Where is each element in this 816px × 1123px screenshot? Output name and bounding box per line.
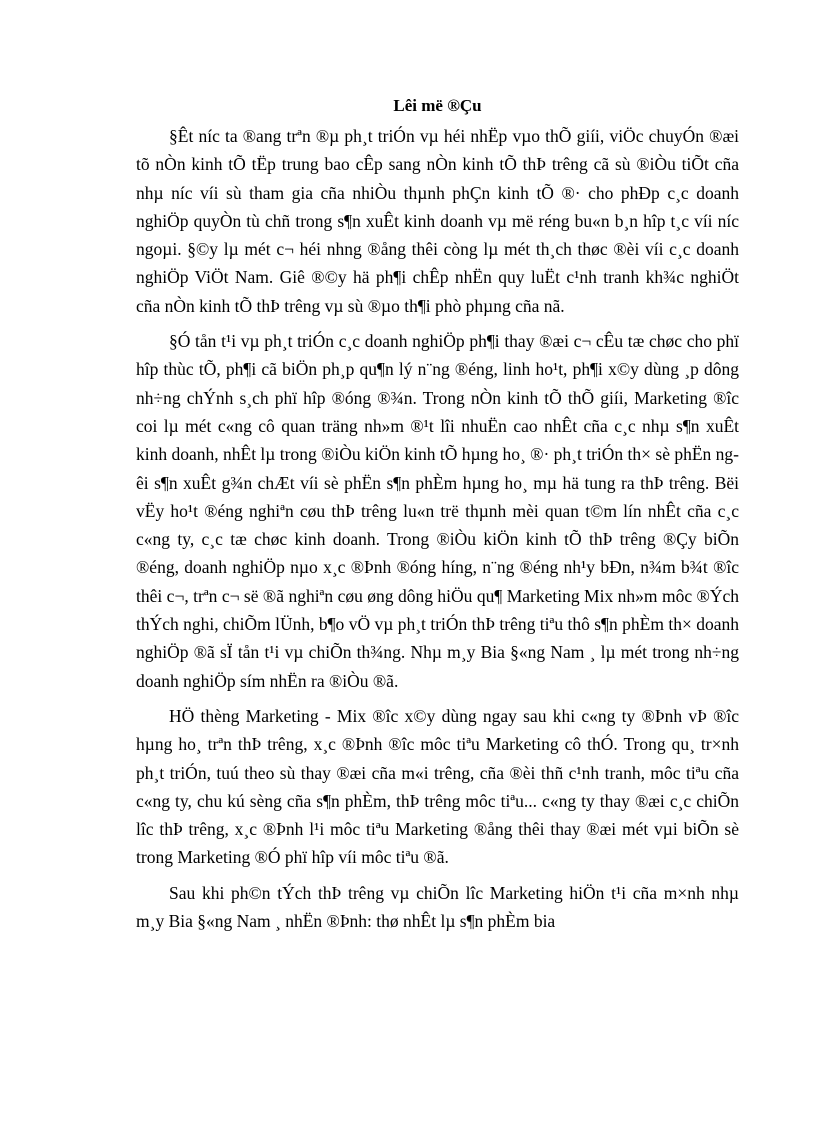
document-title: Lêi më ®Çu xyxy=(393,96,482,115)
paragraph-4: Sau khi ph©n tÝch thÞ trêng vµ chiÕn lîc Marketing hiÖn t¹i cña m×nh nhµ m¸y Bia §«ng Nam ¸ nhËn ®Þnh: thø nhÊt lµ s¶n phÈm bia xyxy=(136,882,739,932)
paragraph-1: §Êt níc ta ®ang trªn ®µ ph¸t triÓn vµ héi nhËp vµo thÕ giíi, viÖc chuyÓn ®æi tõ nÒn kinh tÕ tËp trung bao cÊp sang nÒn kinh tÕ thÞ trêng cã sù ®iÒu tiÕt cña nhµ níc víi sù tham gia cña nhiÒu thµnh phÇn kinh tÕ ®· cho phÐp c¸c doanh nghiÖp quyÒn tù chñ trong s¶n xuÊt kinh doanh vµ më réng bu«n b¸n hîp t¸c víi níc ngoµi. §©y lµ mét c¬ héi nhng ®ång thêi còng lµ mét th¸ch thøc ®èi víi c¸c doanh nghiÖp ViÖt Nam. Giê ®©y hä ph¶i chÊp nhËn quy luËt c¹nh tranh kh¾c nghiÖt cña nÒn kinh tÕ thÞ trêng vµ sù ®µo th¶i phò phµng cña nã. xyxy=(136,126,739,316)
document-page xyxy=(136,94,739,942)
paragraph-2: §Ó tån t¹i vµ ph¸t triÓn c¸c doanh nghiÖp ph¶i thay ®æi c¬ cÊu tæ chøc cho phï hîp thùc tÕ, ph¶i cã biÖn ph¸p qu¶n lý n¨ng ®éng, linh ho¹t, ph¶i x©y dùng ¸p dông nh÷ng chÝnh s¸ch phï hîp ®óng ®¾n. Trong nÒn kinh tÕ thÕ giíi, Marketing ®îc coi lµ mét c«ng cô quan träng nh»m ®¹t lîi nhuËn cao nhÊt cña c¸c nhµ s¶n xuÊt kinh doanh, nhÊt lµ trong ®iÒu kiÖn kinh tÕ hµng ho¸ ®· ph¸t triÓn th× sè phËn ngêi s¶n xuÊt g¾n chÆt víi sè phËn s¶n phÈm hµng ho¸ mµ hä tung ra thÞ trêng. Bëi vËy ho¹t ®éng nghiªn cøu thÞ trêng lu«n trë thµnh mèi quan t©m lín nhÊt cña c¸c c«ng ty, c¸c tæ chøc kinh doanh. Trong ®iÒu kiÖn kinh tÕ thÞ trêng ®Çy biÕn ®éng, doanh nghiÖp nµo x¸c ®Þnh ®óng híng, n¨ng ®éng nh¹y bÐn, n¾m b¾t ®îc thêi c¬, trªn c¬ së ®ã nghiªn cøu øng dông hiÖu qu¶ Marketing Mix nh»m môc ®Ých thÝch nghi, chiÕm lÜnh, b¶o vÖ vµ ph¸t triÓn thÞ trêng tiªu thô s¶n phÈm th× doanh nghiÖp ®ã sÏ tån t¹i vµ chiÕn th¾ng. Nhµ m¸y Bia §«ng Nam ¸ lµ mét trong nh÷ng doanh nghiÖp sím nhËn ra ®iÒu ®ã. xyxy=(136,331,739,691)
paragraph-3: HÖ thèng Marketing - Mix ®îc x©y dùng ngay sau khi c«ng ty ®Þnh vÞ ®îc hµng ho¸ trªn thÞ trêng, x¸c ®Þnh ®îc môc tiªu Marketing cô thÓ. Trong qu¸ tr×nh ph¸t triÓn, tuú theo sù thay ®æi cña m«i trêng, cña ®èi thñ c¹nh tranh, môc tiªu cña c«ng ty, chu kú sèng cña s¶n phÈm, thÞ trêng môc tiªu... c«ng ty thay ®æi c¸c chiÕn lîc thÞ trêng, x¸c ®Þnh l¹i môc tiªu Marketing ®ång thêi thay ®æi mét vµi biÕn sè trong Marketing ®Ó phï hîp víi môc tiªu ®ã. xyxy=(136,705,739,868)
